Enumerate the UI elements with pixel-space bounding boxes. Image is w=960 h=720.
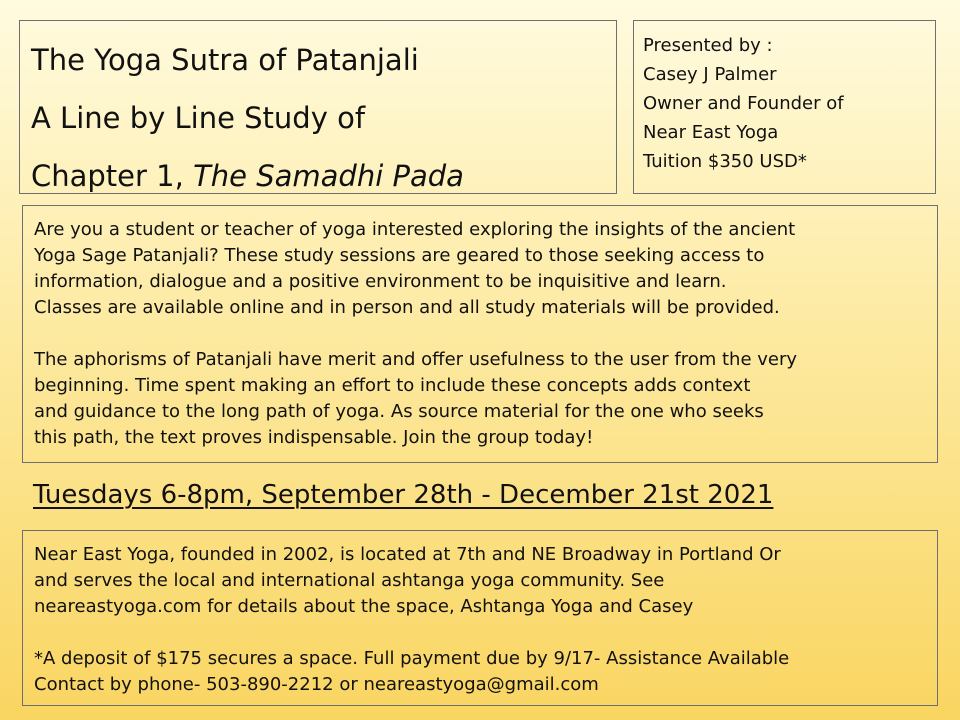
text-line: Yoga Sage Patanjali? These study sessions are geared to those seeking access to	[34, 245, 765, 266]
studio-name: Near East Yoga	[643, 122, 779, 143]
text-line: Near East Yoga, founded in 2002, is located at 7th and NE Broadway in Portland Or	[34, 544, 781, 565]
info-paragraph-2	[34, 646, 937, 698]
description-box	[22, 205, 938, 463]
chapter-label: Chapter 1,	[31, 159, 194, 193]
title-box	[19, 20, 617, 194]
text-line: beginning. Time spent making an effort to include these concepts adds context	[34, 375, 751, 396]
title-line-3	[31, 147, 616, 205]
presenter-line: Presented by :	[643, 35, 773, 56]
text-line: The aphorisms of Patanjali have merit and offer usefulness to the user from the very	[34, 349, 798, 370]
presenter-box	[633, 20, 936, 194]
text-line: and serves the local and international ashtanga yoga community. See	[34, 570, 665, 591]
text-line: and guidance to the long path of yoga. As source material for the one who seeks	[34, 401, 764, 422]
info-paragraph-1	[34, 542, 937, 620]
deposit-note: *A deposit of $175 secures a space. Full payment due by 9/17- Assistance Available	[34, 648, 790, 669]
tuition: Tuition $350 USD*	[643, 151, 807, 172]
title-line-2: A Line by Line Study of	[31, 101, 366, 135]
presenter-name: Casey J Palmer	[643, 64, 777, 85]
text-line: Are you a student or teacher of yoga interested exploring the insights of the ancient	[34, 219, 796, 240]
text-line: information, dialogue and a positive environment to be inquisitive and learn.	[34, 271, 727, 292]
paragraph-gap	[34, 620, 937, 646]
title-line-1: The Yoga Sutra of Patanjali	[31, 43, 419, 77]
text-line: neareastyoga.com for details about the space, Ashtanga Yoga and Casey	[34, 596, 694, 617]
description-paragraph-2	[34, 347, 937, 451]
text-line: this path, the text proves indispensable. Join the group today!	[34, 427, 594, 448]
paragraph-gap	[34, 321, 937, 347]
chapter-name: The Samadhi Pada	[193, 159, 464, 193]
info-box	[22, 530, 938, 706]
presenter-role: Owner and Founder of	[643, 93, 844, 114]
contact-line: Contact by phone- 503-890-2212 or neareastyoga@gmail.com	[34, 674, 599, 695]
text-line: Classes are available online and in person and all study materials will be provided.	[34, 297, 780, 318]
schedule-heading: Tuesdays 6-8pm, September 28th - December 21st 2021	[33, 480, 774, 510]
description-paragraph-1	[34, 217, 937, 321]
